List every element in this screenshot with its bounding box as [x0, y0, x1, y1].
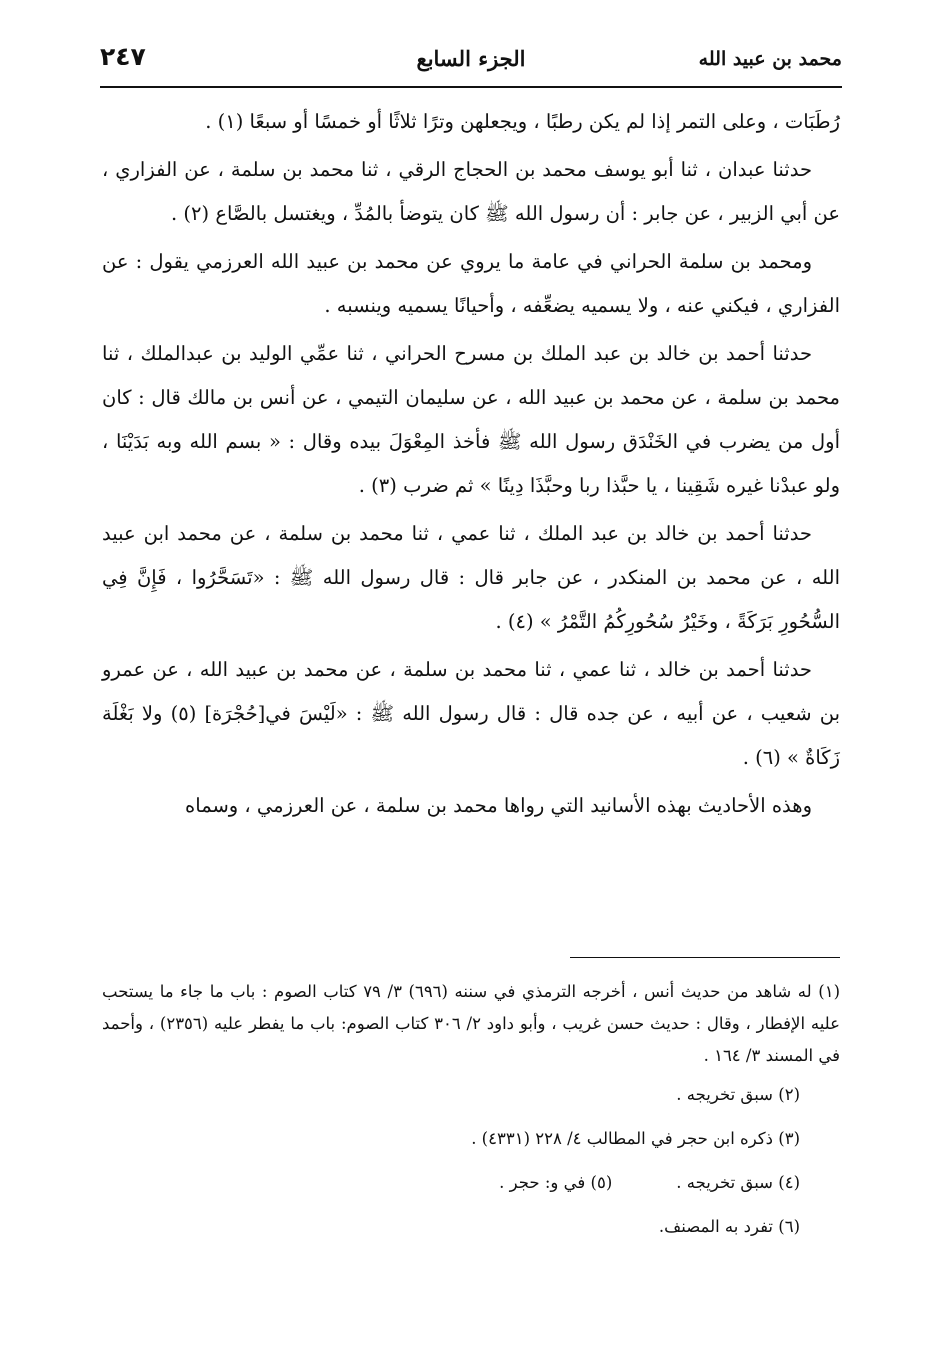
- hadith-paragraph: حدثنا أحمد بن خالد ، ثنا عمي ، ثنا محمد بن سلمة ، عن محمد بن عبيد الله ، عن عمرو بن شعيب ، عن أبيه ، عن جده قال : قال رسول الله ﷺ : «لَيْسَ في[حُجْرَة] (٥) ولا بَغْلَة زَكَاةٌ » (٦) .: [102, 658, 840, 769]
- footnote-rule: [570, 957, 840, 958]
- header-rule: [100, 86, 842, 88]
- page-number: ٢٤٧: [100, 42, 146, 71]
- main-text: [102, 100, 840, 832]
- hadith-paragraph: حدثنا عبدان ، ثنا أبو يوسف محمد بن الحجاج الرقي ، ثنا محمد بن سلمة ، عن الفزاري ، عن أبي الزبير ، عن جابر : أن رسول الله ﷺ كان يتوضأ بالمُدِّ ، ويغتسل بالصَّاع (٢) .: [102, 158, 840, 225]
- paragraph-continuation: رُطَبَات ، وعلى التمر إذا لم يكن رطبًا ، ويجعلهن وترًا ثلاثًا أو خمسًا أو سبعًا (١) .: [205, 110, 840, 133]
- footnote-4: (٤) سبق تخريجه .: [676, 1173, 800, 1192]
- footnote-2: (٢) سبق تخريجه .: [676, 1085, 800, 1104]
- hadith-paragraph: حدثنا أحمد بن خالد بن عبد الملك بن مسرح الحراني ، ثنا عمِّي الوليد بن عبدالملك ، ثنا محمد بن سلمة ، عن محمد بن عبيد الله ، عن سليمان التيمي ، عن أنس بن مالك قال : كان أول من يضرب في الخَنْدَق رسول الله ﷺ فأخذ المِعْوَلَ بيده وقال : « بسم الله وبه بَدَيْنَا ، ولو عبدْنا غيره شَقِينا ، يا حبَّذا ربا وحبَّذَا دِينًا » ثم ضرب (٣) .: [102, 342, 840, 497]
- page-header: [100, 40, 842, 82]
- commentary-paragraph: وهذه الأحاديث بهذه الأسانيد التي رواها محمد بن سلمة ، عن العرزمي ، وسماه: [185, 794, 812, 817]
- footnotes: [102, 976, 840, 1255]
- commentary-paragraph: ومحمد بن سلمة الحراني في عامة ما يروي عن محمد بن عبيد الله العرزمي يقول : عن الفزاري ، فيكني عنه ، ولا يسميه يضعِّفه ، وأحيانًا يسميه وينسبه .: [102, 250, 840, 317]
- running-head: محمد بن عبيد الله: [698, 48, 842, 70]
- footnote-3: (٣) ذكره ابن حجر في المطالب ٤/ ٢٢٨ (٤٣٣١) .: [471, 1129, 800, 1148]
- footnote-6: (٦) تفرد به المصنف.: [658, 1217, 800, 1236]
- footnote-row-4-5: [102, 1167, 840, 1198]
- footnote-5: (٥) في و: حجر .: [499, 1173, 613, 1192]
- footnote-1: (١) له شاهد من حديث أنس ، أخرجه الترمذي في سننه (٦٩٦) ٣/ ٧٩ كتاب الصوم : باب ما جاء ما يستحب عليه الإفطار ، وقال : حديث حسن غريب ، وأبو داود ٢/ ٣٠٦ كتاب الصوم: باب ما يفطر عليه (٢٣٥٦) ، وأحمد في المسند ٣/ ١٦٤ .: [102, 982, 840, 1065]
- hadith-paragraph: حدثنا أحمد بن خالد بن عبد الملك ، ثنا عمي ، ثنا محمد بن سلمة ، عن محمد ابن عبيد الله ، عن محمد بن المنكدر ، عن جابر قال : قال رسول الله ﷺ : «تَسَحَّرُوا ، فَإِنَّ فِي السُّحُورِ بَرَكَةً ، وخَيْرُ سُحُورِكُمُ التَّمْرُ » (٤) .: [102, 522, 840, 633]
- volume-title: الجزء السابع: [416, 46, 526, 71]
